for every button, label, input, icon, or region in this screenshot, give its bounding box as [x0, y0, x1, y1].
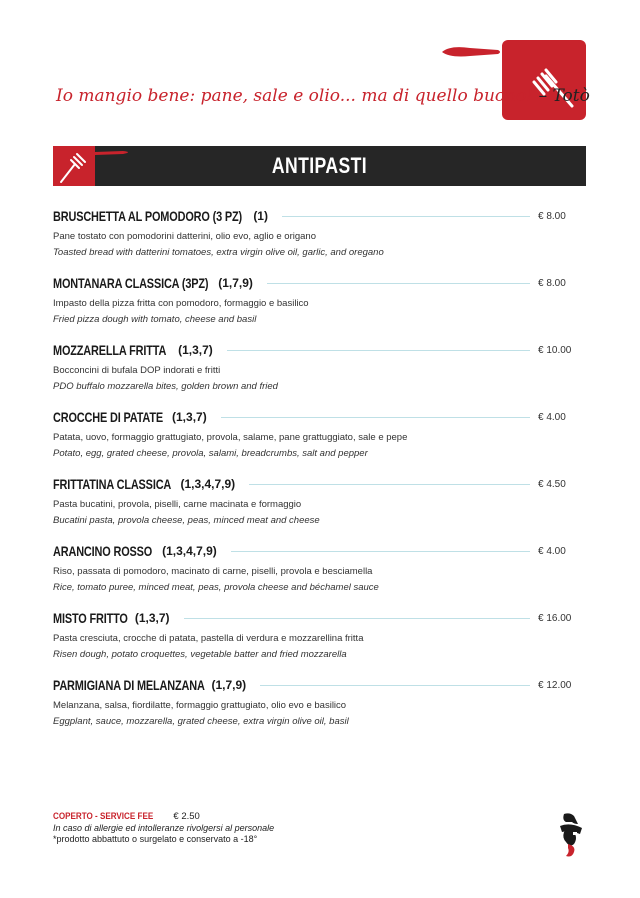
item-description-en: Risen dough, potato croquettes, vegetable batter and fried mozzarella — [53, 649, 347, 660]
frozen-note: *prodotto abbattuto o surgelato e conservato a -18° — [53, 834, 258, 844]
dotted-leader — [221, 417, 530, 418]
item-description-it: Patata, uovo, formaggio grattugiato, provola, salame, pane grattuggiato, sale e pepe — [53, 432, 408, 443]
item-allergens: (1,3,7) — [134, 611, 170, 625]
item-name: MONTANARA CLASSICA (3PZ) — [53, 275, 209, 291]
item-price: € 8.00 — [538, 277, 566, 289]
quote-author: – Totò — [533, 86, 590, 106]
cover-charge-price: € 2.50 — [173, 811, 200, 822]
item-name: ARANCINO ROSSO — [53, 543, 153, 559]
item-name: FRITTATINA CLASSICA — [53, 476, 172, 492]
dotted-leader — [249, 484, 530, 485]
allergy-note: In caso di allergie ed intolleranze rivolgersi al personale — [53, 823, 275, 833]
dotted-leader — [184, 618, 530, 619]
item-allergens: (1,3,4,7,9) — [180, 477, 236, 491]
dotted-leader — [231, 551, 530, 552]
section-title: ANTIPASTI — [271, 153, 368, 178]
item-name: MOZZARELLA FRITTA — [53, 342, 167, 358]
item-description-en: Fried pizza dough with tomato, cheese and basil — [53, 314, 257, 325]
item-description-en: Potato, egg, grated cheese, provola, salami, breadcrumbs, salt and pepper — [53, 448, 368, 459]
item-description-it: Riso, passata di pomodoro, macinato di carne, piselli, provola e besciamella — [53, 566, 373, 577]
menu-item — [53, 340, 586, 407]
dotted-leader — [282, 216, 530, 217]
menu-item — [53, 206, 586, 273]
item-description-en: Bucatini pasta, provola cheese, peas, minced meat and cheese — [53, 515, 320, 526]
item-name: CROCCHE DI PATATE — [53, 409, 163, 425]
item-description-en: Toasted bread with datterini tomatoes, extra virgin olive oil, garlic, and oregano — [53, 247, 384, 258]
item-name: MISTO FRITTO — [53, 610, 128, 626]
pulcinella-logo-icon — [556, 812, 586, 858]
menu-item — [53, 608, 586, 675]
item-allergens: (1,7,9) — [211, 678, 247, 692]
menu-items — [53, 206, 586, 742]
dotted-leader — [260, 685, 530, 686]
item-price: € 12.00 — [538, 679, 572, 691]
item-description-it: Pasta cresciuta, crocche di patata, pastella di verdura e mozzarellina fritta — [53, 633, 364, 644]
item-description-it: Pasta bucatini, provola, piselli, carne macinata e formaggio — [53, 499, 302, 510]
item-price: € 4.00 — [538, 545, 566, 557]
cover-charge-label: COPERTO - SERVICE FEE — [53, 811, 154, 822]
dotted-leader — [267, 283, 530, 284]
fork-knife-decor-icon — [440, 40, 586, 120]
menu-item — [53, 541, 586, 608]
menu-item — [53, 273, 586, 340]
item-allergens: (1,3,4,7,9) — [162, 544, 217, 558]
item-description-it: Pane tostato con pomodorini datterini, olio evo, aglio e origano — [53, 231, 317, 242]
quote-text: Io mangio bene: pane, sale e olio... ma di quello buono! — [56, 86, 534, 106]
item-price: € 8.00 — [538, 210, 566, 222]
menu-item — [53, 407, 586, 474]
item-name: BRUSCHETTA AL POMODORO (3 PZ) — [53, 208, 243, 224]
item-name: PARMIGIANA DI MELANZANA — [53, 677, 205, 693]
item-description-it: Melanzana, salsa, fiordilatte, formaggio grattugiato, olio evo e basilico — [53, 700, 347, 711]
item-price: € 16.00 — [538, 612, 572, 624]
dotted-leader — [227, 350, 530, 351]
item-allergens: (1,3,7) — [178, 343, 213, 357]
item-description-it: Bocconcini di bufala DOP indorati e fritti — [53, 365, 221, 376]
item-price: € 4.00 — [538, 411, 566, 423]
item-allergens: (1,3,7) — [172, 410, 207, 424]
item-description-it: Impasto della pizza fritta con pomodoro, formaggio e basilico — [53, 298, 309, 309]
footer-notes — [53, 811, 274, 844]
item-price: € 10.00 — [538, 344, 572, 356]
menu-item — [53, 474, 586, 541]
item-allergens: (1,7,9) — [218, 276, 253, 290]
item-description-en: PDO buffalo mozzarella bites, golden brown and fried — [53, 381, 278, 392]
quote — [56, 86, 590, 106]
item-description-en: Rice, tomato puree, minced meat, peas, provola cheese and béchamel sauce — [53, 582, 379, 593]
menu-item — [53, 675, 586, 742]
item-price: € 4.50 — [538, 478, 566, 490]
item-description-en: Eggplant, sauce, mozzarella, grated cheese, extra virgin olive oil, basil — [53, 716, 349, 727]
fork-knife-banner-icon — [53, 146, 133, 186]
item-allergens: (1) — [253, 209, 268, 223]
